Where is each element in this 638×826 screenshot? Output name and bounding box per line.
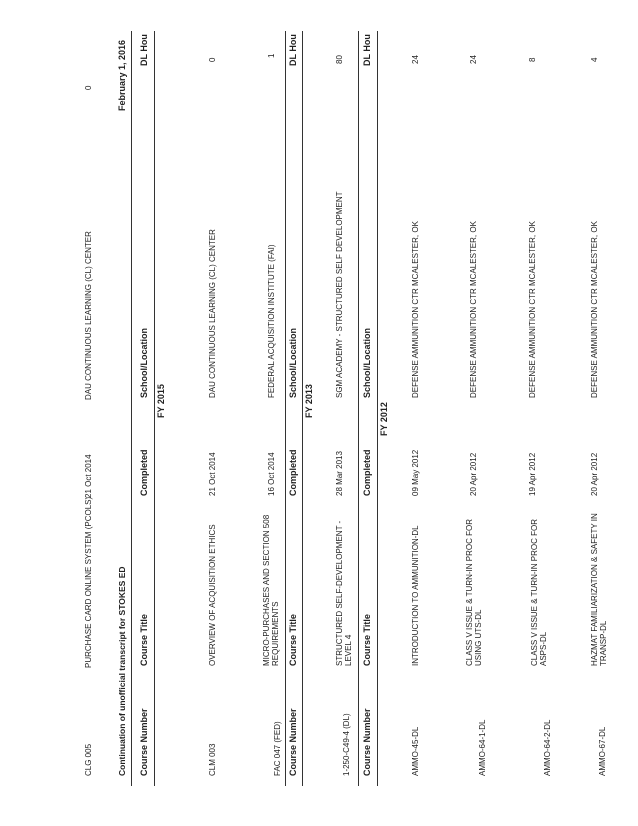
course-title: INTRODUCTION TO AMMUNITION-DL [411, 525, 420, 666]
top-row-school: DAU CONTINUOUS LEARNING (CL) CENTER [84, 231, 93, 400]
divider [377, 31, 378, 786]
divider [285, 31, 286, 786]
course-number: 1-250-C49-4 (DL) [342, 713, 351, 776]
course-title: HAZMAT FAMILIARIZATION & SAFETY IN TRANSP-DL [590, 513, 608, 666]
completed-date: 16 Oct 2014 [267, 452, 276, 496]
top-row-dl-hours: 0 [84, 85, 93, 90]
report-date: February 1, 2016 [117, 39, 127, 111]
divider [154, 31, 155, 786]
completed-date: 19 Apr 2012 [528, 452, 537, 496]
fiscal-year-label: FY 2012 [379, 402, 389, 436]
col-header-completed: Completed [362, 449, 372, 496]
col-header-school: School/Location [139, 327, 149, 398]
dl-hours: 1 [267, 53, 276, 58]
col-header-course-title: Course Title [139, 614, 149, 666]
col-header-course-number: Course Number [288, 708, 298, 776]
fiscal-year-label: FY 2013 [304, 384, 314, 418]
dl-hours: 24 [469, 55, 478, 64]
course-title: OVERVIEW OF ACQUISITION ETHICS [208, 524, 217, 666]
top-row-course-title: PURCHASE CARD ONLINE SYSTEM (PCOLS) [84, 496, 93, 668]
school-location: FEDERAL ACQUISITION INSTITUTE (FAI) [267, 244, 276, 398]
col-header-dl-hours: DL Hou [139, 34, 149, 66]
school-location: DEFENSE AMMUNITION CTR MCALESTER, OK [590, 221, 599, 398]
completed-date: 09 May 2012 [411, 449, 420, 496]
divider [131, 31, 132, 786]
course-title: STRUCTURED SELF-DEVELOPMENT - LEVEL 4 [335, 520, 353, 666]
school-location: DEFENSE AMMUNITION CTR MCALESTER, OK [411, 221, 420, 398]
col-header-school: School/Location [362, 327, 372, 398]
school-location: DAU CONTINUOUS LEARNING (CL) CENTER [208, 229, 217, 398]
school-location: DEFENSE AMMUNITION CTR MCALESTER, OK [469, 221, 478, 398]
school-location: DEFENSE AMMUNITION CTR MCALESTER, OK [528, 221, 537, 398]
dl-hours: 4 [590, 57, 599, 62]
top-row-course-number: CLG 005 [84, 743, 93, 776]
top-row-completed: 21 Oct 2014 [84, 454, 93, 498]
course-title: MICRO-PURCHASES AND SECTION 508 REQUIREMENTS [262, 514, 280, 666]
divider [302, 31, 303, 786]
col-header-dl-hours: DL Hou [362, 34, 372, 66]
course-number: AMMO-67-DL [598, 726, 607, 776]
col-header-course-number: Course Number [139, 708, 149, 776]
dl-hours: 0 [208, 57, 217, 62]
col-header-course-title: Course Title [288, 614, 298, 666]
col-header-completed: Completed [139, 449, 149, 496]
course-number: AMMO-64-2-DL [543, 719, 552, 776]
completed-date: 20 Apr 2012 [469, 452, 478, 496]
col-header-school: School/Location [288, 327, 298, 398]
col-header-completed: Completed [288, 449, 298, 496]
col-header-course-number: Course Number [362, 708, 372, 776]
course-number: CLM 003 [208, 743, 217, 776]
completed-date: 21 Oct 2014 [208, 452, 217, 496]
course-number: FAC 047 (FED) [273, 721, 282, 776]
course-number: AMMO-45-DL [411, 726, 420, 776]
completed-date: 28 Mar 2013 [335, 451, 344, 496]
col-header-dl-hours: DL Hou [288, 34, 298, 66]
school-location: SGM ACADEMY - STRUCTURED SELF DEVELOPMENT [335, 191, 344, 398]
fiscal-year-label: FY 2015 [156, 384, 166, 418]
col-header-course-title: Course Title [362, 614, 372, 666]
divider [358, 31, 359, 786]
dl-hours: 24 [411, 55, 420, 64]
course-number: AMMO-64-1-DL [478, 719, 487, 776]
course-title: CLASS V ISSUE & TURN-IN PROC FOR USING UTS-DL [465, 519, 483, 666]
dl-hours: 80 [335, 55, 344, 64]
dl-hours: 8 [528, 57, 537, 62]
completed-date: 20 Apr 2012 [590, 452, 599, 496]
course-title: CLASS V ISSUE & TURN-IN PROC FOR ASPS-DL [530, 519, 548, 666]
continuation-label: Continuation of unofficial transcript for STOKES ED [117, 566, 127, 776]
